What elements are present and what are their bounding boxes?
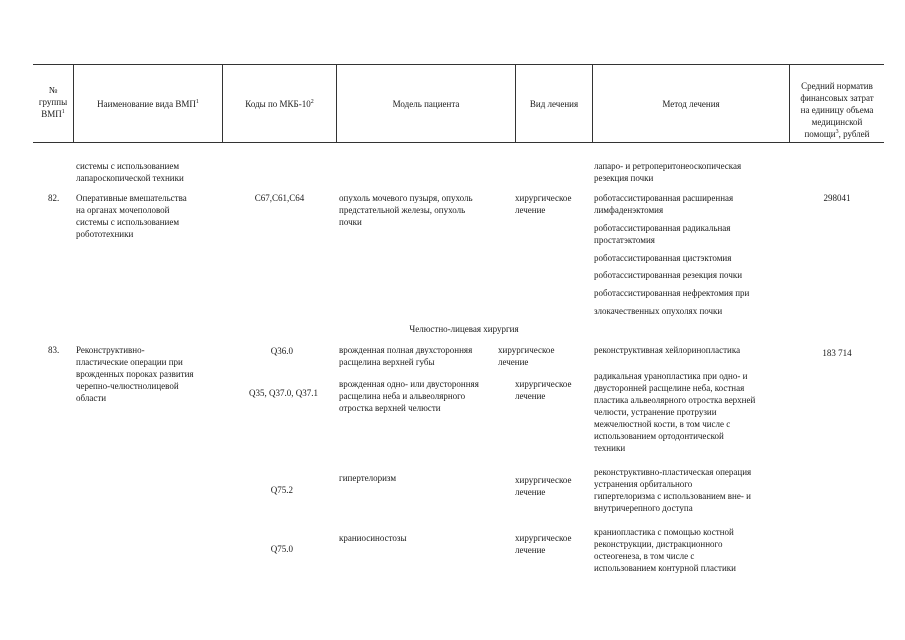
row82-number: 82.: [48, 193, 60, 203]
row83-sub1-model: врожденная полная двухсторонняя расщелина верхней губы: [339, 345, 473, 367]
row83-sub2-method: радикальная уранопластика при одно- и двусторонней расщелине неба, костная пластика альвеолярного отростка верхней челюсти, устранение протрузии межчелюстной кости, в том числе с использованием ортодонтической техники: [594, 371, 756, 453]
row82-method-3: роботассистированная цистэктомия: [594, 253, 732, 263]
row83-sub4-method: краниопластика с помощью костной реконструкции, дистракционного остеогенеза, в том числе с использованием контурной пластики: [594, 527, 736, 573]
row83-sub3-type: хирургическое лечение: [515, 475, 572, 497]
row83-sub4-model: краниосиностозы: [339, 533, 407, 543]
row82-name: Оперативные вмешательства на органах мочеполовой системы с использованием робототехники: [76, 193, 187, 239]
row83-sub1-code: Q36.0: [270, 346, 293, 356]
row82-method-6: злокачественных опухолях почки: [594, 306, 723, 316]
row82-codes: C67,C61,C64: [254, 193, 305, 203]
header-patient-model: Модель пациента: [392, 99, 460, 109]
row83-sub2-type: хирургическое лечение: [515, 379, 572, 401]
header-mkb-codes: Коды по МКБ-$10^2$: [245, 99, 314, 109]
row82-method-5: роботассистированная нефректомия при: [594, 288, 750, 298]
table-top-border: [33, 64, 884, 65]
row82-method-1: роботассистированная расширенная лимфаденэктомия: [594, 193, 734, 215]
row83-number: 83.: [48, 345, 60, 355]
row82-type: хирургическое лечение: [515, 193, 572, 215]
row82-cost: 298041: [823, 193, 851, 203]
row83-sub3-code: Q75.2: [270, 485, 293, 495]
row83-sub4-type: хирургическое лечение: [515, 533, 572, 555]
cont-method: лапаро- и ретроперитонеоскопическая резекция почки: [594, 161, 742, 183]
row83-sub3-method: реконструктивно-пластическая операция устранения орбитального гипертелоризма с использованием вне- и внутричерепного доступа: [594, 467, 752, 513]
header-group-number: № группы ВМП$^1$: [38, 85, 68, 119]
header-treatment-type: Вид лечения: [529, 99, 579, 109]
row83-sub4-code: Q75.0: [270, 544, 293, 554]
row82-model: опухоль мочевого пузыря, опухоль предстательной железы, опухоль почки: [339, 193, 473, 227]
row83-sub1-type: хирургическое лечение: [498, 345, 555, 367]
section-title: Челюстно-лицевая хирургия: [409, 324, 519, 334]
row83-cost: 183 714: [822, 348, 852, 358]
header-cost-norm: Средний норматив финансовых затрат на единицу объема медицинской помощи$^3$, рублей: [800, 81, 874, 139]
header-treatment-method: Метод лечения: [662, 99, 720, 109]
row83-sub3-model: гипертелоризм: [339, 473, 397, 483]
row82-method-2: роботассистированная радикальная простатэктомия: [594, 223, 731, 245]
table-header-bottom-border: [33, 142, 884, 143]
row83-sub2-model: врожденная одно- или двусторонняя расщелина неба и альвеолярного отростка верхней челюсти: [339, 379, 479, 413]
row83-sub1-method: реконструктивная хейлоринопластика: [594, 345, 741, 355]
header-vmp-name: Наименование вида ВМП$^1$: [97, 99, 199, 109]
row83-name: Реконструктивно- пластические операции при врожденных пороках развития черепно-челюстнолицевой области: [76, 345, 194, 403]
row83-sub2-code: Q35, Q37.0, Q37.1: [249, 388, 318, 398]
row82-method-4: роботассистированная резекция почки: [594, 270, 743, 280]
cont-name: системы с использованием лапароскопической техники: [76, 161, 184, 183]
